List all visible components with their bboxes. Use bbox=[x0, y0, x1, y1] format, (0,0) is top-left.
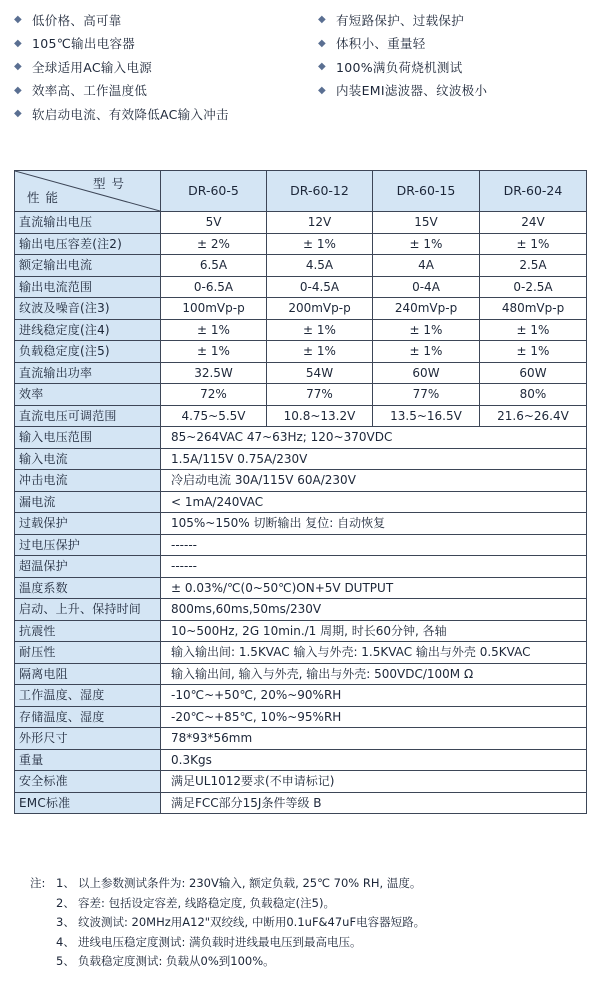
param-value: 0-6.5A bbox=[161, 276, 267, 298]
note-text: 负载稳定度测试: 负载从0%到100%。 bbox=[78, 954, 275, 969]
param-value: ------ bbox=[161, 534, 587, 556]
param-value: 满足UL1012要求(不申请标记) bbox=[161, 771, 587, 793]
model-header: DR-60-12 bbox=[267, 171, 373, 212]
param-label: 安全标准 bbox=[15, 771, 161, 793]
param-value: 21.6~26.4V bbox=[480, 405, 587, 427]
notes-prefix: 注: bbox=[30, 876, 46, 890]
param-label: 输入电流 bbox=[15, 448, 161, 470]
feature-text: 内装EMI滤波器、纹波极小 bbox=[336, 83, 488, 99]
param-value: 1.5A/115V 0.75A/230V bbox=[161, 448, 587, 470]
feature-text: 软启动电流、有效降低AC输入冲击 bbox=[32, 106, 229, 122]
param-value: < 1mA/240VAC bbox=[161, 491, 587, 513]
param-label: 外形尺寸 bbox=[15, 728, 161, 750]
param-label: 温度系数 bbox=[15, 577, 161, 599]
note-number: 3、 bbox=[56, 915, 75, 930]
param-value: 冷启动电流 30A/115V 60A/230V bbox=[161, 470, 587, 492]
bullet-icon: ◆ bbox=[14, 108, 22, 120]
table-row bbox=[15, 362, 587, 384]
note-number: 2、 bbox=[56, 895, 75, 910]
spec-table bbox=[14, 170, 587, 814]
param-value: 0-4A bbox=[373, 276, 480, 298]
model-header: DR-60-15 bbox=[373, 171, 480, 212]
param-value: 输入输出间: 1.5KVAC 输入与外壳: 1.5KVAC 输出与外壳 0.5KVAC bbox=[161, 642, 587, 664]
model-header: DR-60-5 bbox=[161, 171, 267, 212]
param-value: ------ bbox=[161, 556, 587, 578]
table-row bbox=[15, 642, 587, 664]
table-row bbox=[15, 298, 587, 320]
param-value: ± 0.03%/℃(0~50℃)ON+5V DUTPUT bbox=[161, 577, 587, 599]
param-label: 漏电流 bbox=[15, 491, 161, 513]
bullet-icon: ◆ bbox=[318, 61, 326, 73]
feature-text: 低价格、高可靠 bbox=[32, 12, 122, 28]
table-row bbox=[15, 448, 587, 470]
param-label: EMC标准 bbox=[15, 792, 161, 814]
model-header: DR-60-24 bbox=[480, 171, 587, 212]
param-value: 4.75~5.5V bbox=[161, 405, 267, 427]
param-value: 100mVp-p bbox=[161, 298, 267, 320]
param-value: 0-2.5A bbox=[480, 276, 587, 298]
param-label: 重量 bbox=[15, 749, 161, 771]
param-value: ± 1% bbox=[267, 341, 373, 363]
param-label: 进线稳定度(注4) bbox=[15, 319, 161, 341]
note-number: 4、 bbox=[56, 934, 75, 949]
bullet-icon: ◆ bbox=[14, 61, 22, 73]
param-label: 工作温度、湿度 bbox=[15, 685, 161, 707]
feature-list bbox=[0, 0, 600, 140]
param-value: 78*93*56mm bbox=[161, 728, 587, 750]
feature-text: 105℃输出电容器 bbox=[32, 36, 136, 52]
header-model-label: 型号 bbox=[92, 176, 130, 191]
feature-item bbox=[14, 102, 229, 126]
param-label: 抗震性 bbox=[15, 620, 161, 642]
table-row bbox=[15, 771, 587, 793]
param-label: 过载保护 bbox=[15, 513, 161, 535]
note-item bbox=[30, 952, 425, 972]
notes-section bbox=[30, 874, 425, 972]
param-value: 13.5~16.5V bbox=[373, 405, 480, 427]
table-row bbox=[15, 470, 587, 492]
note-text: 纹波测试: 20MHz用A12"双绞线, 中断用0.1uF&47uF电容器短路。 bbox=[78, 915, 426, 930]
feature-item bbox=[318, 32, 487, 56]
param-value: 77% bbox=[267, 384, 373, 406]
table-row bbox=[15, 276, 587, 298]
table-row bbox=[15, 255, 587, 277]
note-item bbox=[30, 894, 425, 914]
param-label: 超温保护 bbox=[15, 556, 161, 578]
param-value: 4A bbox=[373, 255, 480, 277]
note-text: 以上参数测试条件为: 230V输入, 额定负载, 25℃ 70% RH, 温度。 bbox=[78, 876, 422, 890]
param-value: 12V bbox=[267, 212, 373, 234]
param-value: 60W bbox=[480, 362, 587, 384]
feature-text: 全球适用AC输入电源 bbox=[32, 59, 153, 75]
param-label: 直流输出功率 bbox=[15, 362, 161, 384]
table-row bbox=[15, 427, 587, 449]
param-value: 输入输出间, 输入与外壳, 输出与外壳: 500VDC/100M Ω bbox=[161, 663, 587, 685]
param-value: ± 1% bbox=[161, 341, 267, 363]
feature-item bbox=[14, 55, 229, 79]
table-row bbox=[15, 384, 587, 406]
table-row bbox=[15, 792, 587, 814]
table-row bbox=[15, 556, 587, 578]
param-value: 4.5A bbox=[267, 255, 373, 277]
header-corner-cell bbox=[15, 171, 161, 212]
param-value: 0.3Kgs bbox=[161, 749, 587, 771]
param-value: 10~500Hz, 2G 10min./1 周期, 时长60分钟, 各轴 bbox=[161, 620, 587, 642]
note-number: 1、 bbox=[56, 876, 75, 890]
table-row bbox=[15, 405, 587, 427]
param-label: 输入电压范围 bbox=[15, 427, 161, 449]
note-item bbox=[30, 874, 425, 894]
table-row bbox=[15, 534, 587, 556]
table-row bbox=[15, 513, 587, 535]
feature-text: 体积小、重量轻 bbox=[336, 36, 426, 52]
note-item bbox=[30, 913, 425, 933]
param-value: ± 1% bbox=[480, 341, 587, 363]
bullet-icon: ◆ bbox=[318, 14, 326, 26]
bullet-icon: ◆ bbox=[14, 84, 22, 96]
feature-item bbox=[318, 55, 487, 79]
table-row bbox=[15, 663, 587, 685]
param-value: 800ms,60ms,50ms/230V bbox=[161, 599, 587, 621]
table-row bbox=[15, 341, 587, 363]
table-row bbox=[15, 685, 587, 707]
bullet-icon: ◆ bbox=[14, 37, 22, 49]
table-row bbox=[15, 599, 587, 621]
param-label: 输出电压容差(注2) bbox=[15, 233, 161, 255]
feature-item bbox=[14, 79, 229, 103]
param-value: 10.8~13.2V bbox=[267, 405, 373, 427]
feature-item bbox=[318, 8, 487, 32]
feature-column-right bbox=[318, 8, 487, 102]
param-label: 耐压性 bbox=[15, 642, 161, 664]
feature-text: 效率高、工作温度低 bbox=[32, 83, 148, 99]
param-value: 105%~150% 切断输出 复位: 自动恢复 bbox=[161, 513, 587, 535]
param-value: 5V bbox=[161, 212, 267, 234]
feature-text: 100%满负荷烧机测试 bbox=[336, 59, 463, 75]
table-row bbox=[15, 577, 587, 599]
param-value: ± 1% bbox=[480, 319, 587, 341]
table-row bbox=[15, 212, 587, 234]
param-value: 满足FCC部分15J条件等级 B bbox=[161, 792, 587, 814]
param-value: 2.5A bbox=[480, 255, 587, 277]
param-label: 冲击电流 bbox=[15, 470, 161, 492]
param-value: 32.5W bbox=[161, 362, 267, 384]
table-row bbox=[15, 728, 587, 750]
table-row bbox=[15, 319, 587, 341]
param-value: ± 1% bbox=[373, 341, 480, 363]
table-header-row bbox=[15, 171, 587, 212]
param-value: -10℃~+50℃, 20%~90%RH bbox=[161, 685, 587, 707]
table-row bbox=[15, 749, 587, 771]
bullet-icon: ◆ bbox=[318, 84, 326, 96]
param-value: ± 1% bbox=[373, 319, 480, 341]
note-text: 进线电压稳定度测试: 满负载时进线最电压到最高电压。 bbox=[78, 934, 362, 949]
param-value: 6.5A bbox=[161, 255, 267, 277]
param-label: 存储温度、湿度 bbox=[15, 706, 161, 728]
feature-item bbox=[318, 79, 487, 103]
header-performance-label: 性能 bbox=[27, 190, 65, 205]
note-text: 容差: 包括设定容差, 线路稳定度, 负载稳定(注5)。 bbox=[78, 895, 335, 910]
param-value: 85~264VAC 47~63Hz; 120~370VDC bbox=[161, 427, 587, 449]
bullet-icon: ◆ bbox=[318, 37, 326, 49]
param-label: 负载稳定度(注5) bbox=[15, 341, 161, 363]
note-number: 5、 bbox=[56, 954, 75, 969]
param-label: 隔离电阻 bbox=[15, 663, 161, 685]
param-value: 80% bbox=[480, 384, 587, 406]
param-value: 24V bbox=[480, 212, 587, 234]
feature-text: 有短路保护、过载保护 bbox=[336, 12, 465, 28]
param-value: ± 1% bbox=[267, 319, 373, 341]
note-item bbox=[30, 933, 425, 953]
param-value: 72% bbox=[161, 384, 267, 406]
table-row bbox=[15, 620, 587, 642]
param-label: 额定输出电流 bbox=[15, 255, 161, 277]
feature-item bbox=[14, 32, 229, 56]
param-label: 输出电流范围 bbox=[15, 276, 161, 298]
feature-item bbox=[14, 8, 229, 32]
param-value: 480mVp-p bbox=[480, 298, 587, 320]
param-value: ± 1% bbox=[267, 233, 373, 255]
param-value: 0-4.5A bbox=[267, 276, 373, 298]
param-value: ± 1% bbox=[480, 233, 587, 255]
param-label: 直流输出电压 bbox=[15, 212, 161, 234]
feature-column-left bbox=[14, 8, 229, 126]
bullet-icon: ◆ bbox=[14, 14, 22, 26]
param-value: 240mVp-p bbox=[373, 298, 480, 320]
table-row bbox=[15, 706, 587, 728]
table-row bbox=[15, 491, 587, 513]
param-label: 直流电压可调范围 bbox=[15, 405, 161, 427]
param-value: 60W bbox=[373, 362, 480, 384]
table-row bbox=[15, 233, 587, 255]
param-value: ± 2% bbox=[161, 233, 267, 255]
param-value: 15V bbox=[373, 212, 480, 234]
param-label: 纹波及噪音(注3) bbox=[15, 298, 161, 320]
param-label: 启动、上升、保持时间 bbox=[15, 599, 161, 621]
param-label: 过电压保护 bbox=[15, 534, 161, 556]
param-value: -20℃~+85℃, 10%~95%RH bbox=[161, 706, 587, 728]
param-label: 效率 bbox=[15, 384, 161, 406]
param-value: ± 1% bbox=[161, 319, 267, 341]
param-value: 77% bbox=[373, 384, 480, 406]
param-value: 54W bbox=[267, 362, 373, 384]
param-value: 200mVp-p bbox=[267, 298, 373, 320]
param-value: ± 1% bbox=[373, 233, 480, 255]
